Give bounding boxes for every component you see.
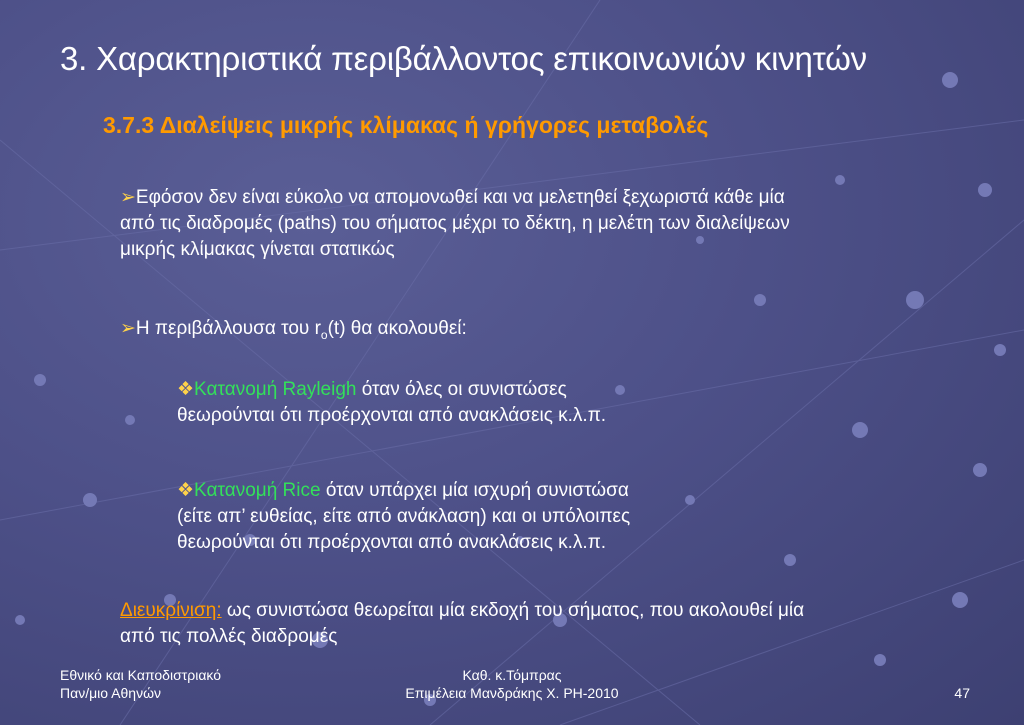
footer-author: [362, 666, 662, 702]
diamond-bullet-icon: ❖: [177, 480, 195, 501]
arrow-bullet-icon: ➢: [120, 187, 136, 208]
rayleigh-text: όταν όλες οι συνιστώσες: [356, 379, 567, 400]
page-number: 47: [954, 685, 970, 701]
arrow-bullet-icon: ➢: [120, 318, 136, 339]
bullet-2-text-before: Η περιβάλλουσα του r: [135, 318, 321, 339]
slide-title: 3. Χαρακτηριστικά περιβάλλοντος επικοινωνιών κινητών: [60, 40, 867, 77]
rayleigh-highlight: Κατανομή Rayleigh: [194, 379, 357, 400]
clarification-text: ως συνιστώσα θεωρείται μία εκδοχή του σήματος, που ακολουθεί μία: [221, 600, 805, 621]
footer-institution: [60, 666, 221, 702]
rayleigh-line-2: θεωρούνται ότι προέρχονται από ανακλάσεις κ.λ.π.: [177, 405, 607, 426]
sub-bullet-rice: [177, 478, 630, 556]
rice-highlight: Κατανομή Rice: [194, 480, 321, 501]
rice-line-2: (είτε απ’ ευθείας, είτε από ανάκλαση) και οι υπόλοιπες: [177, 506, 631, 527]
footer-institution-line-2: Παν/μιο Αθηνών: [60, 685, 162, 701]
bullet-2: [120, 316, 467, 348]
bullet-1-line-1: Εφόσον δεν είναι εύκολο να απομονωθεί και να μελετηθεί ξεχωριστά κάθε μία: [135, 187, 785, 208]
clarification-note: [120, 598, 804, 650]
clarification-line-2: από τις πολλές διαδρομές: [120, 626, 338, 647]
sub-bullet-rayleigh: [177, 377, 606, 429]
bullet-1: [120, 185, 790, 263]
section-subtitle: 3.7.3 Διαλείψεις μικρής κλίμακας ή γρήγορες μεταβολές: [103, 112, 709, 138]
bullet-2-text-after: (t) θα ακολουθεί:: [327, 318, 467, 339]
diamond-bullet-icon: ❖: [177, 379, 195, 400]
clarification-label: Διευκρίνιση:: [120, 600, 222, 621]
footer-author-line-1: Καθ. κ.Τόμπρας: [462, 667, 562, 683]
bullet-1-line-3: μικρής κλίμακας γίνεται στατικώς: [120, 239, 395, 260]
bullet-2-subscript: o: [320, 327, 328, 342]
footer-institution-line-1: Εθνικό και Καποδιστριακό: [60, 667, 222, 683]
rice-line-3: θεωρούνται ότι προέρχονται από ανακλάσεις κ.λ.π.: [177, 532, 607, 553]
rice-text: όταν υπάρχει μία ισχυρή συνιστώσα: [320, 480, 629, 501]
bullet-1-line-2: από τις διαδρομές (paths) του σήματος μέχρι το δέκτη, η μελέτη των διαλείψεων: [120, 213, 790, 234]
footer-author-line-2: Επιμέλεια Μανδράκης Χ. ΡΗ-2010: [405, 685, 619, 701]
